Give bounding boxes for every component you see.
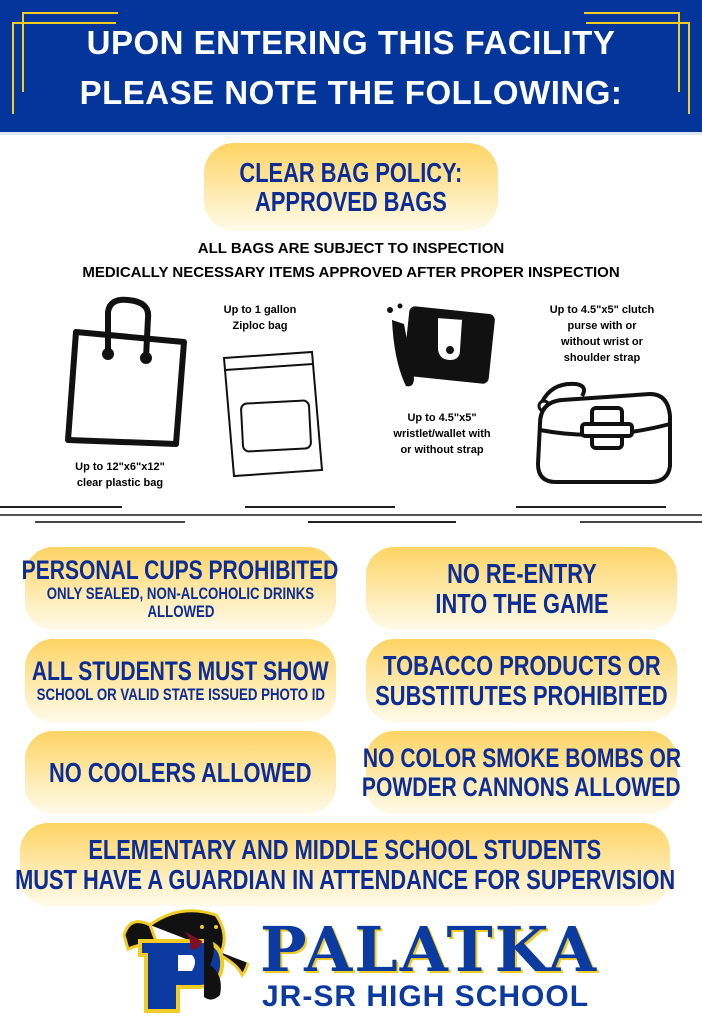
rule-subtitle: SCHOOL OR VALID STATE ISSUED PHOTO ID (36, 684, 325, 704)
rule-title: ALL STUDENTS MUST SHOW (32, 656, 329, 687)
caption-line: Up to 4.5"x5" (407, 412, 477, 424)
rule-student-id (25, 639, 336, 722)
rule-title: POWDER CANNONS ALLOWED (362, 771, 681, 802)
policy-line1: CLEAR BAG POLICY: (239, 156, 463, 188)
caption-line: Up to 1 gallon (223, 304, 297, 316)
rule-smoke-bombs (362, 731, 681, 814)
caption-line: clear plastic bag (76, 477, 164, 489)
ziploc-bag-icon (220, 350, 326, 478)
rule-title: NO COOLERS ALLOWED (49, 756, 312, 788)
tote-bag-icon (62, 294, 188, 450)
panther-logo-icon (120, 905, 250, 1017)
header-title-line1: UPON ENTERING THIS FACILITY (86, 24, 616, 61)
rule-title: TOBACCO PRODUCTS OR (382, 650, 661, 682)
header-title-line2: PLEASE NOTE THE FOLLOWING: (79, 74, 623, 111)
medical-note: MEDICALLY NECESSARY ITEMS APPROVED AFTER PROPER INSPECTION (82, 264, 620, 281)
divider (516, 506, 666, 508)
rule-no-reentry (366, 547, 677, 630)
rule-title: NO RE-ENTRY (446, 558, 597, 590)
clear-bag-policy-heading (204, 143, 498, 231)
wallet-icon (384, 302, 496, 394)
divider (580, 521, 702, 523)
divider (0, 506, 122, 508)
policy-line2: APPROVED BAGS (255, 186, 447, 217)
rule-title: PERSONAL CUPS PROHIBITED (22, 555, 339, 586)
rule-personal-cups (22, 547, 339, 630)
inspection-note: ALL BAGS ARE SUBJECT TO INSPECTION (197, 240, 505, 257)
divider (245, 506, 395, 508)
school-name: PALATKA (260, 913, 599, 986)
bag-caption-ziploc (200, 302, 320, 334)
rule-title: ELEMENTARY AND MIDDLE SCHOOL STUDENTS (88, 834, 602, 866)
school-subtitle: JR-SR HIGH SCHOOL (262, 980, 590, 1013)
rule-no-coolers (25, 731, 336, 814)
caption-line: Up to 12"x6"x12" (75, 461, 165, 473)
bag-caption-wallet (370, 410, 514, 458)
divider (0, 514, 702, 516)
bag-caption-clutch (530, 302, 674, 366)
divider (308, 521, 456, 523)
bag-caption-tote (40, 459, 200, 491)
rule-title: INTO THE GAME (434, 587, 609, 619)
rule-title: SUBSTITUTES PROHIBITED (375, 679, 668, 711)
divider (35, 521, 185, 523)
caption-line: or without strap (400, 444, 484, 456)
caption-line: wristlet/wallet with (393, 428, 491, 440)
caption-line: Up to 4.5"x5" clutch (549, 304, 655, 316)
caption-line: without wrist or (561, 336, 643, 348)
rule-subtitle: ALLOWED (146, 601, 215, 621)
rule-title: NO COLOR SMOKE BOMBS OR (362, 743, 681, 774)
clutch-purse-icon (532, 378, 676, 488)
rule-title: MUST HAVE A GUARDIAN IN ATTENDANCE FOR SUPERVISION (14, 863, 676, 895)
caption-line: shoulder strap (563, 352, 641, 364)
rule-subtitle: ONLY SEALED, NON-ALCOHOLIC DRINKS (46, 583, 315, 603)
header-banner (0, 0, 702, 135)
caption-line: purse with or (567, 320, 637, 332)
rule-tobacco (366, 639, 677, 722)
rule-guardian (14, 823, 676, 906)
caption-line: Ziploc bag (232, 320, 288, 332)
